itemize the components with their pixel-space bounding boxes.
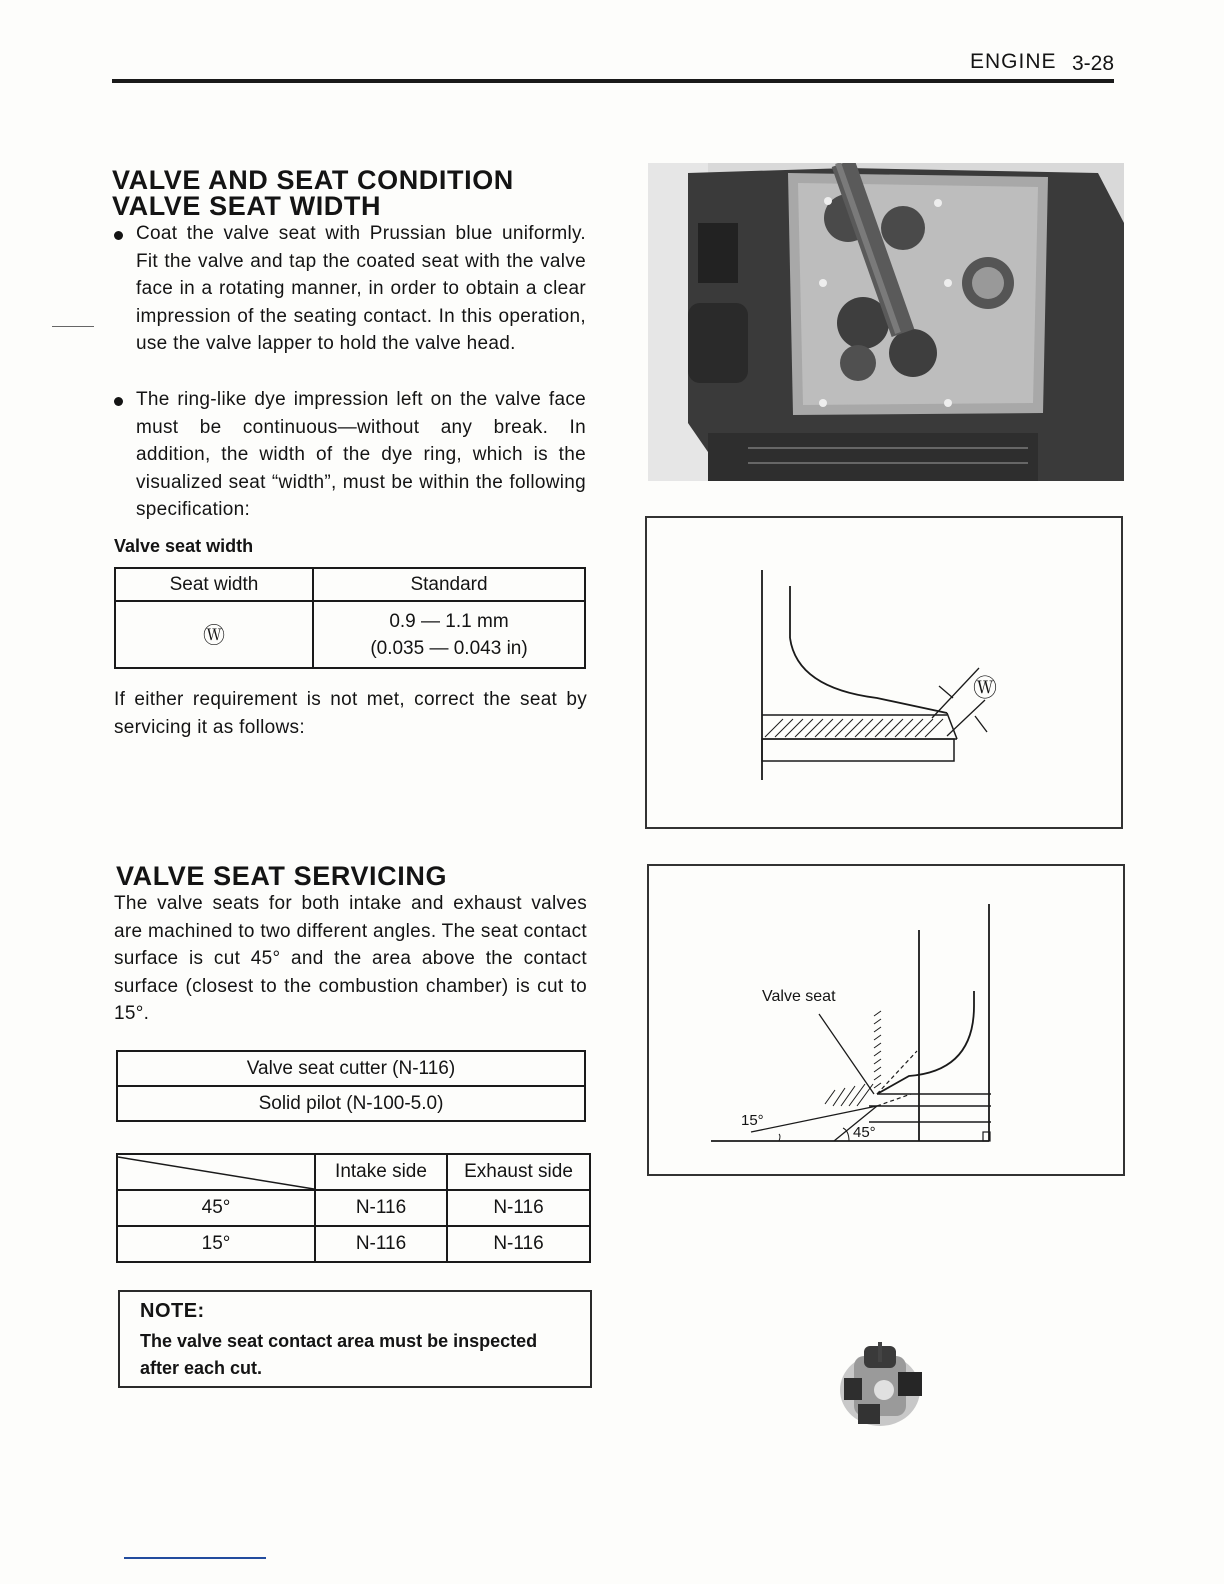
table-header: Standard [313, 568, 585, 601]
diagonal-line [118, 1155, 314, 1191]
page-number: 3-28 [1072, 52, 1115, 75]
table-cell: 45° [117, 1190, 315, 1226]
cylinder-head-photo [648, 163, 1124, 481]
bullet-dot [114, 397, 123, 406]
bullet-text: Coat the valve seat with Prussian blue uniformly. Fit the valve and tap the coated seat with the valve face in a rotating manner, in order to obtain a clear impression of the seating contact. In this operation, use the valve lapper to hold the valve head. [136, 223, 586, 355]
tool-table [116, 1050, 586, 1122]
note-body: The valve seat contact area must be inspected after each cut. [140, 1331, 538, 1378]
tool-item: Solid pilot (N-100-5.0) [117, 1086, 585, 1121]
paragraph: The valve seats for both intake and exhaust valves are machined to two different angles. The seat contact surface is cut 45° and the area above the contact surface (closest to the combustion chamber) is cut to 15°. [114, 893, 587, 1025]
bullet-item [114, 220, 586, 358]
angle-15-label: 15° [741, 1112, 764, 1129]
seat-label: Valve seat [762, 988, 836, 1005]
section-subtitle: VALVE SEAT WIDTH [112, 191, 382, 221]
table-cell: 15° [117, 1226, 315, 1262]
seat-cutter-photo [828, 1342, 932, 1436]
paragraph: If either requirement is not met, correct the seat by servicing it as follows: [114, 689, 587, 738]
bullet-dot [114, 231, 123, 240]
margin-mark [52, 326, 94, 327]
note-box [118, 1290, 592, 1388]
header-rule [112, 79, 1114, 83]
table-cell: N-116 [447, 1190, 590, 1226]
seat-width-diagram [647, 518, 1121, 827]
spec-heading: Valve seat width [114, 536, 254, 556]
table-cell: N-116 [315, 1190, 447, 1226]
width-symbol: Ⓦ [115, 601, 313, 668]
seat-angle-figure [647, 864, 1125, 1176]
corner-cell [117, 1154, 315, 1190]
bottom-rule [124, 1557, 266, 1559]
bullet-text: The ring-like dye impression left on the valve face must be continuous—without any break. In addition, the width of the dye ring, which is the visualized seat “width”, must be within the following specification: [136, 389, 586, 521]
width-symbol: Ⓦ [973, 675, 997, 702]
table-header: Intake side [315, 1154, 447, 1190]
seat-angle-diagram [649, 866, 1123, 1174]
angle-45-label: 45° [853, 1124, 876, 1141]
bullet-item [114, 386, 586, 524]
tool-item: Valve seat cutter (N-116) [117, 1051, 585, 1086]
section-label: ENGINE [970, 50, 1057, 73]
section-title: VALVE AND SEAT CONDITION [112, 165, 514, 195]
table-cell: 0.9 — 1.1 mm (0.035 — 0.043 in) [313, 601, 585, 668]
table-header: Seat width [115, 568, 313, 601]
table-cell: N-116 [315, 1226, 447, 1262]
section-title: VALVE SEAT SERVICING [116, 861, 448, 891]
seat-width-table [114, 567, 586, 669]
angle-table [116, 1153, 591, 1263]
table-header: Exhaust side [447, 1154, 590, 1190]
seat-width-figure [645, 516, 1123, 829]
table-cell: N-116 [447, 1226, 590, 1262]
note-title: NOTE: [140, 1300, 205, 1322]
